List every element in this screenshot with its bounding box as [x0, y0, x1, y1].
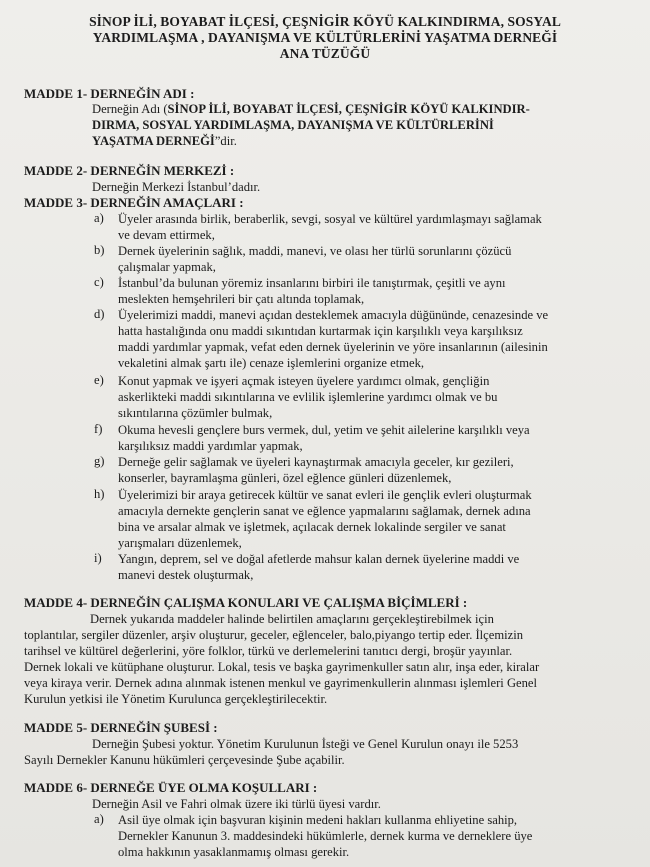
item-label: e): [94, 373, 104, 387]
article-3-line: vekaletini almak şartı ile) cenaze işlemlerini organize etmek,: [118, 356, 425, 370]
article-5-line: Sayılı Dernekler Kanunu hükümleri çerçevesinde Şube açabilir.: [24, 753, 345, 767]
article-1-line: [92, 101, 530, 117]
item-label: h): [94, 487, 105, 501]
article-4-line: Dernek lokali ve kütüphane oluşturur. Lokal, tesis ve başka gayrimenkuller satın alır, inşa eder, kiralar: [24, 660, 540, 674]
article-3-line: karşılıksız maddi yardımlar yapmak,: [118, 439, 303, 453]
item-label: d): [94, 307, 105, 321]
article-3-line: amacıyla dernekte gençlerin sanat ve eğlence yapmalarını sağlamak, dernek adına: [118, 504, 531, 518]
article-3-line: Konut yapmak ve işyeri açmak isteyen üyelere yardımcı olmak, gençliğin: [118, 374, 490, 388]
article-3-line: manevi destek oluşturmak,: [118, 568, 254, 582]
item-label: a): [94, 812, 104, 826]
article-1-line: [92, 133, 237, 149]
item-label: b): [94, 243, 105, 257]
article-6-line: Asil üye olmak için başvuran kişinin medeni hakları kullanma ehliyetine sahip,: [118, 813, 518, 827]
article-1-text: ”dir.: [214, 134, 237, 148]
title-line-2: YARDIMLAŞMA , DAYANIŞMA VE KÜLTÜRLERİNİ YAŞATMA DERNEĞİ: [92, 30, 558, 45]
article-2-text: Derneğin Merkezi İstanbul’dadır.: [92, 180, 261, 194]
association-name-part: YAŞATMA DERNEĞİ: [92, 134, 215, 148]
article-3-line: Üyelerimizi maddi, manevi açıdan desteklemek amacıyla düğününde, cenazesinde ve: [118, 308, 549, 322]
article-3-line: çalışmalar yapmak,: [118, 260, 216, 274]
document-title: [40, 14, 610, 62]
article-6-line: olma hakkının yasaklanmamış olması gerekir.: [118, 845, 350, 859]
article-6-heading: MADDE 6- DERNEĞE ÜYE OLMA KOŞULLARI :: [24, 780, 318, 795]
title-line-3: ANA TÜZÜĞÜ: [279, 46, 371, 61]
article-4-line: Kurulun yetkisi ile Yönetim Kurulunca gerçekleştirilecektir.: [24, 692, 328, 706]
item-label: i): [94, 551, 102, 565]
article-3-line: Derneğe gelir sağlamak ve üyeleri kaynaştırmak amacıyla geceler, kır gezileri,: [118, 455, 514, 469]
article-5-heading: MADDE 5- DERNEĞİN ŞUBESİ :: [24, 720, 218, 735]
item-label: f): [94, 422, 103, 436]
article-3-line: Üyelerimizi bir araya getirecek kültür ve sanat evleri ile gençlik evleri oluşturmak: [118, 488, 532, 502]
article-3-line: Yangın, deprem, sel ve doğal afetlerde mahsur kalan dernek üyelerine maddi ve: [118, 552, 520, 566]
item-label: a): [94, 211, 104, 225]
article-3-line: Dernek üyelerinin sağlık, maddi, manevi, ve olası her türlü sorunlarını çözücü: [118, 244, 512, 258]
item-label: c): [94, 275, 104, 289]
article-3-line: bina ve arsalar almak ve işletmek, açılacak dernek lokalinde sergiler ve sanat: [118, 520, 506, 534]
article-5-line: Derneğin Şubesi yoktur. Yönetim Kurulunun İsteği ve Genel Kurulun onayı ile 5253: [92, 737, 519, 751]
article-3-heading: MADDE 3- DERNEĞİN AMAÇLARI :: [24, 195, 244, 210]
article-3-line: Üyeler arasında birlik, beraberlik, sevgi, sosyal ve kültürel yardımlaşmayı sağlamak: [118, 212, 542, 226]
article-3-line: meslekten hemşehrileri bir çatı altında toplamak,: [118, 292, 365, 306]
article-3-line: İstanbul’da bulunan yöremiz insanlarını birbiri ile tanıştırmak, çeşitli ve aynı: [118, 276, 506, 290]
article-6-intro: Derneğin Asil ve Fahri olmak üzere iki türlü üyesi vardır.: [92, 797, 381, 811]
article-3-line: yarışmaları düzenlemek,: [118, 536, 242, 550]
article-3-line: sıkıntılarına çözümler bulmak,: [118, 406, 273, 420]
article-2-heading: MADDE 2- DERNEĞİN MERKEZİ :: [24, 163, 235, 178]
article-3-line: ve devam ettirmek,: [118, 228, 215, 242]
article-4-line: veya kiraya verir. Dernek adına alınmak istenen menkul ve gayrimenkullerin alınması işlemleri Genel: [24, 676, 538, 690]
article-3-line: maddi yardımlar yapmak, vefat eden dernek üyelerinin ve yöre insanlarının (ailesinin: [118, 340, 548, 354]
article-6-line: Dernekler Kanunun 3. maddesindeki hükümlerle, dernek kurma ve derneklere üye: [118, 829, 533, 843]
title-line-1: SİNOP İLİ, BOYABAT İLÇESİ, ÇEŞNİGİR KÖYÜ KALKINDIRMA, SOSYAL: [89, 14, 561, 29]
article-4-heading: MADDE 4- DERNEĞİN ÇALIŞMA KONULARI VE ÇALIŞMA BİÇİMLERİ :: [24, 595, 468, 610]
article-1-heading: MADDE 1- DERNEĞİN ADI :: [24, 86, 195, 101]
article-3-line: askerlikteki maddi sıkıntılarına ve evlilik işlemlerine yardımcı olmak ve bu: [118, 390, 498, 404]
article-4-line: tarihsel ve kültürel değerlerini, yöre folklor, türkü ve derlemelerini tanıtıcı dergi, broşür yayınlar.: [24, 644, 513, 658]
article-4-line: Dernek yukarıda maddeler halinde belirtilen amaçlarını gerçekleştirebilmek için: [90, 612, 494, 626]
article-4-line: toplantılar, sergiler düzenler, arşiv oluşturur, geceler, eğlenceler, balo,piyango tertip eder. İlçemizin: [24, 628, 524, 642]
article-3-line: hatta hastalığında onu maddi sıkıntıdan kurtarmak için karşılıklı veya karşılıksız: [118, 324, 523, 338]
article-3-line: Okuma hevesli gençlere burs vermek, dul, yetim ve şehit ailelerine karşılıklı veya: [118, 423, 530, 437]
association-name-line: DIRMA, SOSYAL YARDIMLAŞMA, DAYANIŞMA VE KÜLTÜRLERİNİ: [92, 118, 494, 132]
association-name-part: SİNOP İLİ, BOYABAT İLÇESİ, ÇEŞNİGİR KÖYÜ KALKINDIR-: [167, 102, 530, 116]
article-1-text: Derneğin Adı (: [92, 102, 168, 116]
article-3-line: konserler, bayramlaşma günleri, özel eğlence günleri düzenlemek,: [118, 471, 452, 485]
item-label: g): [94, 454, 105, 468]
